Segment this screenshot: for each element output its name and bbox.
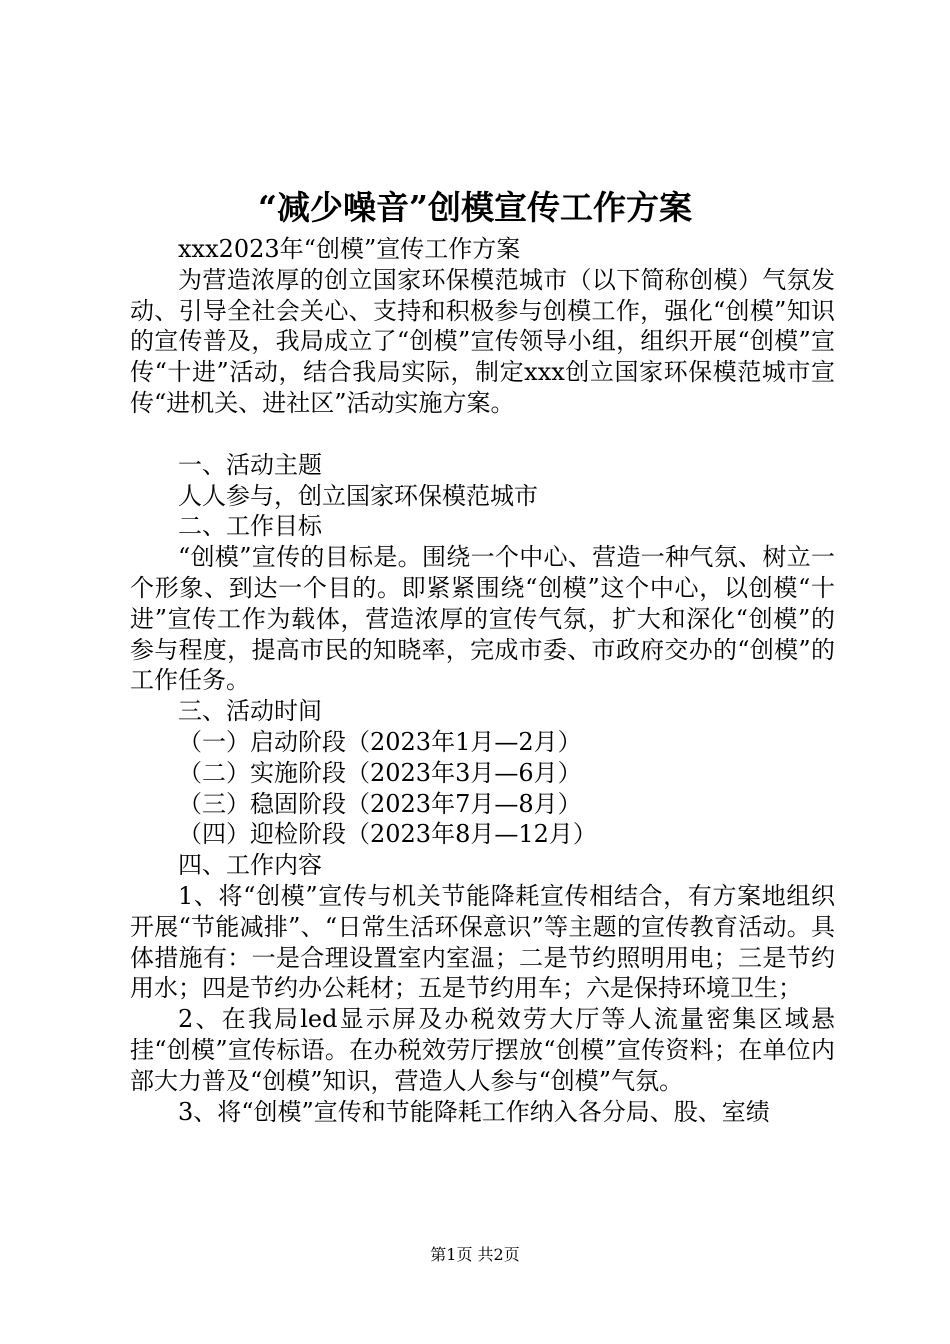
stage-start: （一）启动阶段（2023年1月—2月） bbox=[178, 727, 582, 756]
paragraph-content-3: 3、将“创模”宣传和节能降耗工作纳入各分局、股、室绩 bbox=[178, 1097, 770, 1126]
heading-activity-time: 三、活动时间 bbox=[178, 697, 322, 726]
heading-activity-theme: 一、活动主题 bbox=[178, 450, 322, 479]
stage-inspection: （四）迎检阶段（2023年8月—12月） bbox=[178, 820, 597, 849]
document-title: “减少噪音”创模宣传工作方案 bbox=[258, 188, 692, 227]
paragraph-plan-name: xxx2023年“创模”宣传工作方案 bbox=[178, 235, 521, 263]
heading-work-content: 四、工作内容 bbox=[178, 851, 322, 880]
paragraph-content-2: 2、在我局led显示屏及办税效劳大厅等人流量密集区域悬挂“创模”宣传标语。在办税效劳厅摆放“创模”宣传资料；在单位内部大力普及“创模”知识，营造人人参与“创模”气氛。 bbox=[130, 1005, 835, 1095]
paragraph-theme: 人人参与，创立国家环保模范城市 bbox=[178, 481, 538, 510]
page-footer: 第1页 共2页 bbox=[430, 1245, 520, 1264]
stage-consolidate: （三）稳固阶段（2023年7月—8月） bbox=[178, 789, 582, 818]
paragraph-intro: 为营造浓厚的创立国家环保模范城市（以下简称创模）气氛发动、引导全社会关心、支持和积极参与创模工作，强化“创模”知识的宣传普及，我局成立了“创模”宣传领导小组，组织开展“创模”宣传“十进”活动，结合我局实际，制定xxx创立国家环保模范城市宣传“进机关、进社区”活动实施方案。 bbox=[130, 265, 835, 417]
paragraph-content-1: 1、将“创模”宣传与机关节能降耗宣传相结合，有方案地组织开展“节能减排”、“日常生活环保意识”等主题的宣传教育活动。具体措施有：一是合理设置室内室温；二是节约照明用电；三是节约用水；四是节约办公耗材；五是节约用车；六是保持环境卫生； bbox=[130, 881, 835, 1003]
document-body bbox=[130, 234, 835, 1127]
paragraph-goal: “创模”宣传的目标是。围绕一个中心、营造一种气氛、树立一个形象、到达一个目的。即紧紧围绕“创模”这个中心，以创模“十进”宣传工作为载体，营造浓厚的宣传气氛，扩大和深化“创模”的参与程度，提高市民的知晓率，完成市委、市政府交办的“创模”的工作任务。 bbox=[130, 543, 835, 695]
stage-implement: （二）实施阶段（2023年3月—6月） bbox=[178, 758, 582, 787]
heading-work-goal: 二、工作目标 bbox=[178, 512, 322, 541]
